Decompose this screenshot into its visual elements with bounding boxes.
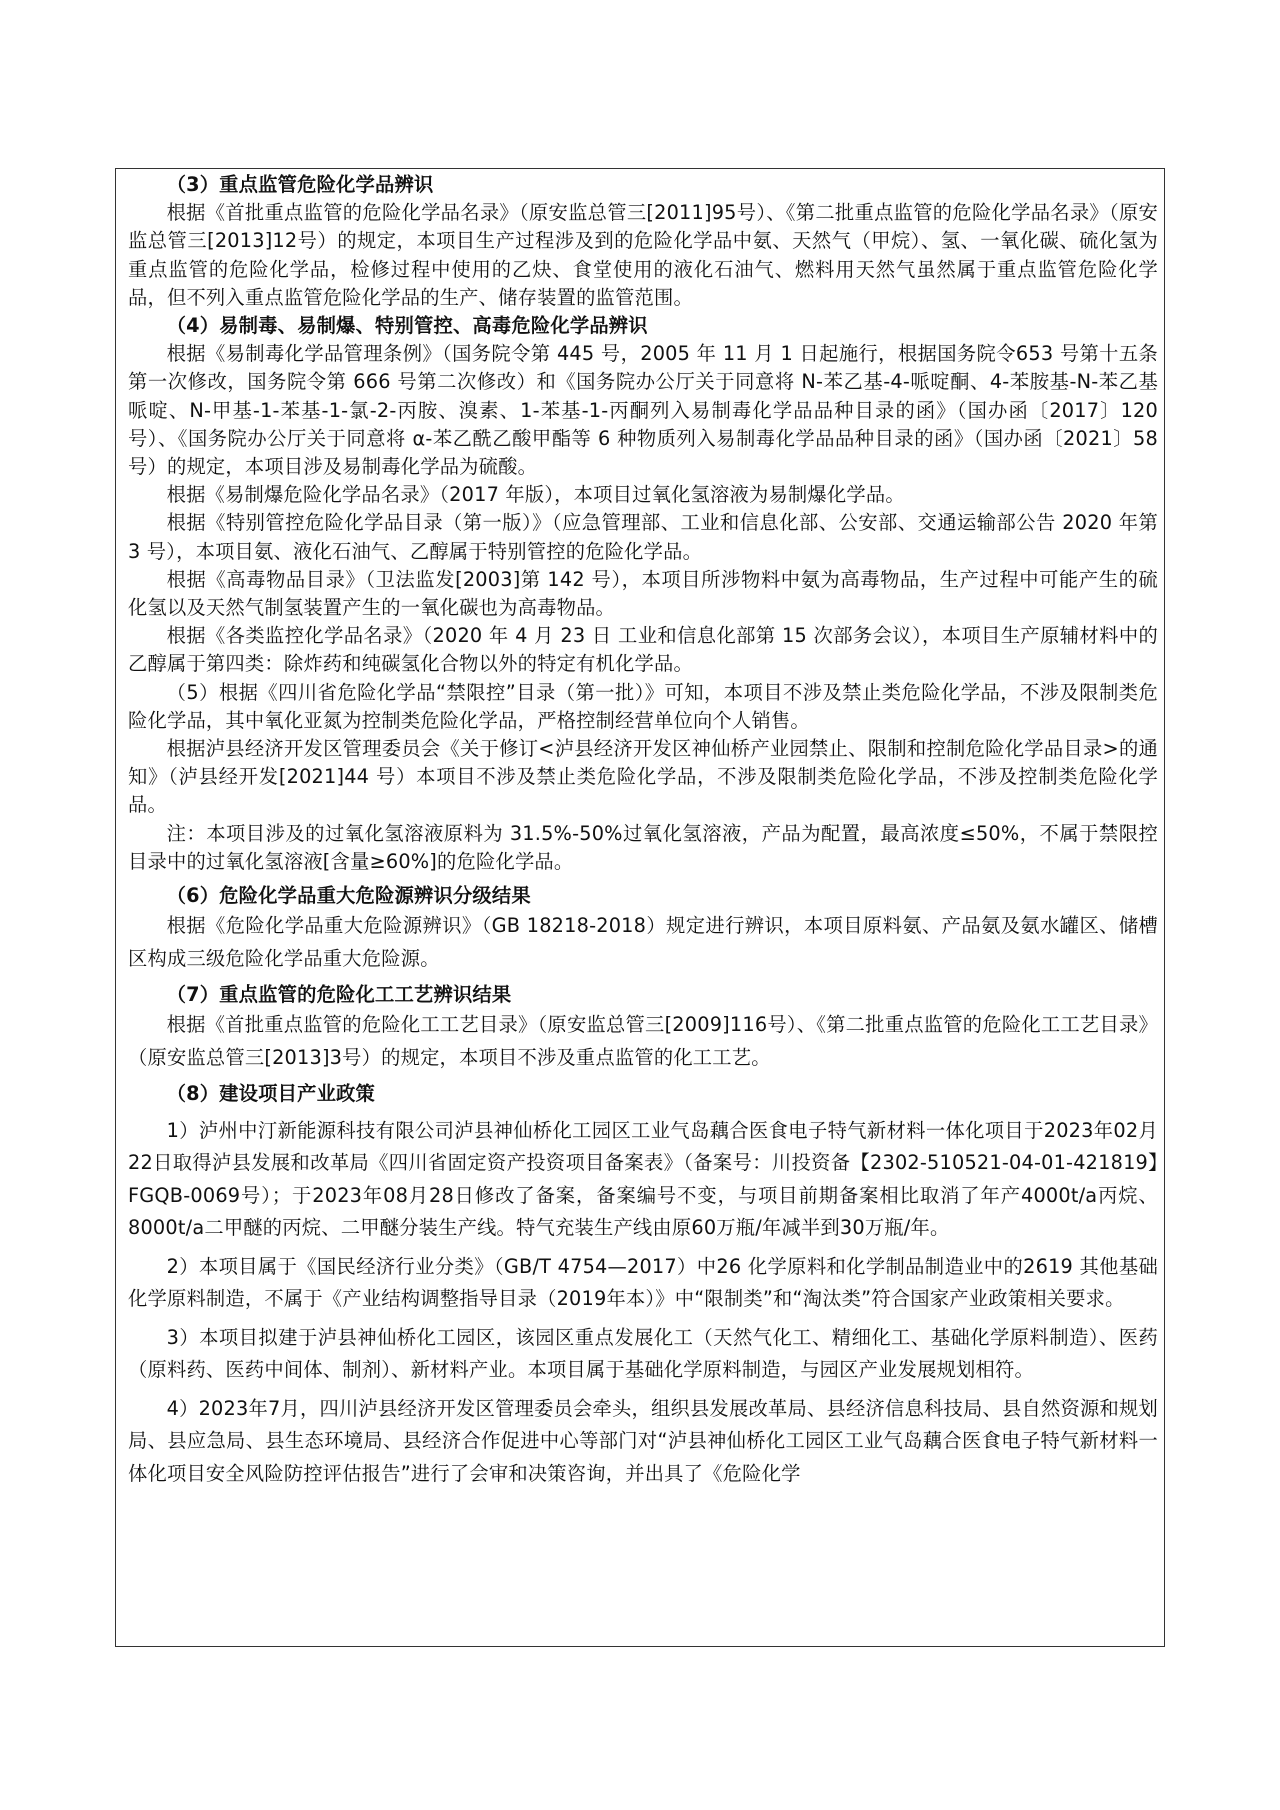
section-heading-7: （7）重点监管的危险化工工艺辨识结果 (166, 983, 512, 1007)
paragraph: 根据《首批重点监管的危险化学品名录》（原安监总管三[2011]95号）、《第二批重点监管的危险化学品名录》（原安监总管三[2013]12号）的规定，本项目生产过程涉及到的危险化学品中氨、天然气（甲烷）、氢、一氧化碳、硫化氢为重点监管的危险化学品，检修过程中使用的乙炔、食堂使用的液化石油气、燃料用天然气虽然属于重点监管危险化学品，但不列入重点监管危险化学品的生产、储存装置的监管范围。 (128, 201, 1158, 309)
paragraph: 根据《高毒物品目录》（卫法监发[2003]第 142 号），本项目所涉物料中氨为高毒物品，生产过程中可能产生的硫化氢以及天然气制氢装置产生的一氧化碳也为高毒物品。 (128, 567, 1158, 620)
paragraph: 2）本项目属于《国民经济行业分类》（GB/T 4754—2017）中26 化学原料和化学制品制造业中的2619 其他基础化学原料制造，不属于《产业结构调整指导目录（2019年本）》中“限制类”和“淘汰类”符合国家产业政策相关要求。 (128, 1254, 1158, 1311)
paragraph: 根据《首批重点监管的危险化工工艺目录》（原安监总管三[2009]116号）、《第二批重点监管的危险化工工艺目录》（原安监总管三[2013]3号）的规定，本项目不涉及重点监管的化工工艺。 (128, 1013, 1158, 1069)
paragraph: 根据《易制爆危险化学品名录》（2017 年版），本项目过氧化氢溶液为易制爆化学品。 (166, 483, 905, 507)
section-heading-6: （6）危险化学品重大危险源辨识分级结果 (166, 884, 531, 908)
section-heading-4: （4）易制毒、易制爆、特别管控、高毒危险化学品辨识 (166, 314, 648, 338)
paragraph: 根据泸县经济开发区管理委员会《关于修订<泸县经济开发区神仙桥产业园禁止、限制和控制危险化学品目录>的通知》（泸县经开发[2021]44 号）本项目不涉及禁止类危险化学品，不涉及限制类危险化学品，不涉及控制类危险化学品。 (128, 737, 1158, 817)
section-heading-3: （3）重点监管危险化学品辨识 (166, 173, 434, 196)
paragraph: 注：本项目涉及的过氧化氢溶液原料为 31.5%-50%过氧化氢溶液，产品为配置，最高浓度≤50%，不属于禁限控目录中的过氧化氢溶液[含量≥60%]的危险化学品。 (128, 821, 1158, 873)
paragraph: 根据《危险化学品重大危险源辨识》（GB 18218-2018）规定进行辨识，本项目原料氨、产品氨及氨水罐区、储槽区构成三级危险化学品重大危险源。 (128, 914, 1158, 970)
paragraph: 3）本项目拟建于泸县神仙桥化工园区，该园区重点发展化工（天然气化工、精细化工、基础化学原料制造）、医药（原料药、医药中间体、制剂）、新材料产业。本项目属于基础化学原料制造，与园区产业发展规划相符。 (128, 1325, 1158, 1382)
paragraph: 根据《特别管控危险化学品目录（第一版）》（应急管理部、工业和信息化部、公安部、交通运输部公告 2020 年第 3 号），本项目氨、液化石油气、乙醇属于特别管控的危险化学品。 (128, 511, 1158, 563)
paragraph: （5）根据《四川省危险化学品“禁限控”目录（第一批）》可知，本项目不涉及禁止类危险化学品，不涉及限制类危险化学品，其中氧化亚氮为控制类危险化学品，严格控制经营单位向个人销售。 (128, 680, 1158, 732)
paragraph: 4）2023年7月，四川泸县经济开发区管理委员会牵头，组织县发展改革局、县经济信息科技局、县自然资源和规划局、县应急局、县生态环境局、县经济合作促进中心等部门对“泸县神仙桥化工园区工业气岛藕合医食电子特气新材料一体化项目安全风险防控评估报告”进行了会审和决策咨询，并出具了《危险化学 (128, 1396, 1158, 1485)
section-heading-8: （8）建设项目产业政策 (166, 1082, 376, 1106)
document-frame (115, 168, 1165, 1647)
paragraph: 根据《易制毒化学品管理条例》（国务院令第 445 号，2005 年 11 月 1 日起施行，根据国务院令653 号第十五条第一次修改，国务院令第 666 号第二次修改）和《国务院办公厅关于同意将 N-苯乙基-4-哌啶酮、4-苯胺基-N-苯乙基哌啶、N-甲基-1-苯基-1-氯-2-丙胺、溴素、1-苯基-1-丙酮列入易制毒化学品品种目录的函》（国办函〔2017〕120号）、《国务院办公厅关于同意将 α-苯乙酰乙酸甲酯等 6 种物质列入易制毒化学品品种目录的函》（国办函〔2021〕58号）的规定，本项目涉及易制毒化学品为硫酸。 (128, 342, 1158, 479)
paragraph: 根据《各类监控化学品名录》（2020 年 4 月 23 日 工业和信息化部第 15 次部务会议），本项目生产原辅材料中的乙醇属于第四类：除炸药和纯碳氢化合物以外的特定有机化学品。 (128, 624, 1158, 676)
paragraph: 1）泸州中汀新能源科技有限公司泸县神仙桥化工园区工业气岛藕合医食电子特气新材料一体化项目于2023年02月22日取得泸县发展和改革局《四川省固定资产投资项目备案表》（备案号：川投资备【2302-510521-04-01-421819】FGQB-0069号）；于2023年08月28日修改了备案，备案编号不变，与项目前期备案相比取消了年产4000t/a丙烷、8000t/a二甲醚的丙烷、二甲醚分装生产线。特气充装生产线由原60万瓶/年减半到30万瓶/年。 (128, 1118, 1158, 1240)
